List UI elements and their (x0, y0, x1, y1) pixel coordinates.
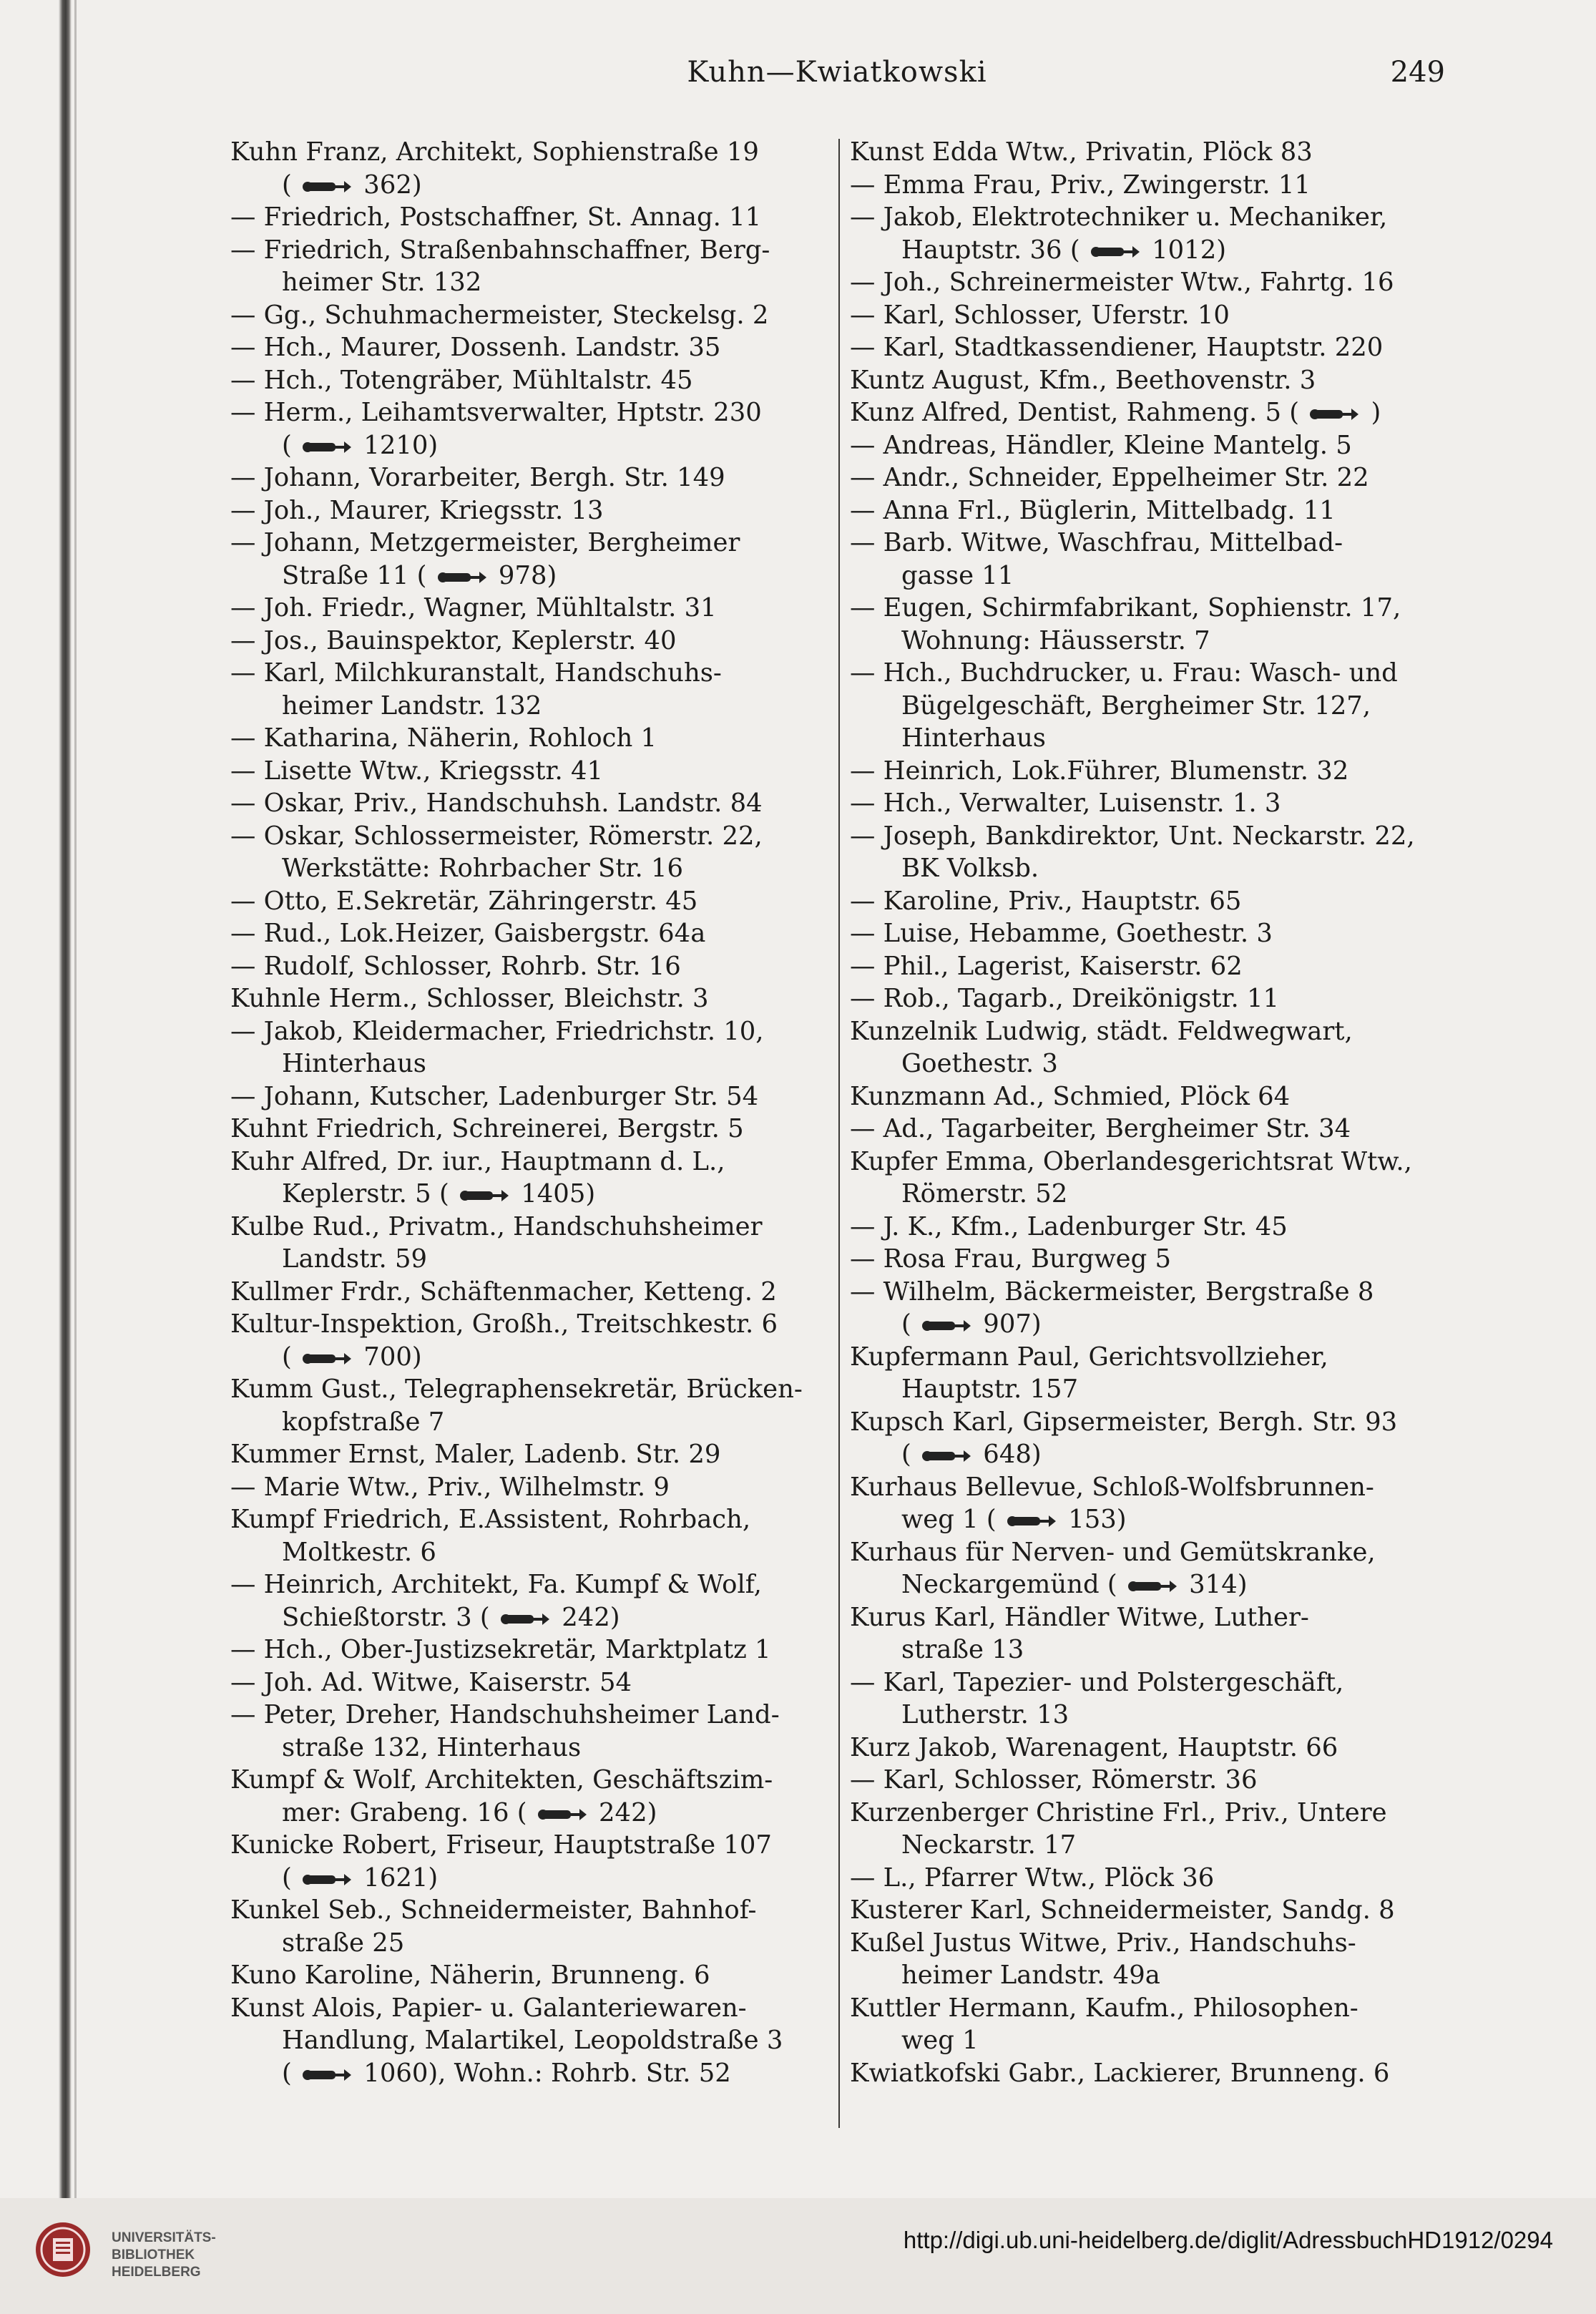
left-entry-line: Kumm Gust., Telegraphensekretär, Brücken- (230, 1375, 803, 1404)
telephone-icon (499, 1603, 551, 1622)
right-entry-line: — Anna Frl., Büglerin, Mittelbadg. 11 (850, 495, 1336, 525)
left-entry-line: Handlung, Malartikel, Leopoldstraße 3 (282, 2026, 783, 2055)
right-entry-line: — Karl, Tapezier- und Polstergeschäft, (850, 1667, 1344, 1697)
library-logo[interactable] (29, 2218, 286, 2297)
telephone-icon (301, 431, 353, 450)
left-entry-line: — Friedrich, Postschaffner, St. Annag. 11 (230, 202, 762, 232)
left-entry-line: Moltkestr. 6 (282, 1537, 436, 1567)
left-entry-line: — Rudolf, Schlosser, Rohrb. Str. 16 (230, 951, 681, 981)
right-entry-line: — Rosa Frau, Burgweg 5 (850, 1244, 1172, 1274)
right-entry-line: Kurz Jakob, Warenagent, Hauptstr. 66 (850, 1732, 1338, 1762)
left-entry-line: ( 1060), Wohn.: Rohrb. Str. 52 (282, 2058, 731, 2088)
right-entry-line: Kunz Alfred, Dentist, Rahmeng. 5 ( ) (850, 398, 1381, 427)
right-entry-line: Römerstr. 52 (901, 1179, 1068, 1209)
telephone-icon (921, 1310, 972, 1329)
left-entry-line: Kuhr Alfred, Dr. iur., Hauptmann d. L., (230, 1146, 725, 1176)
right-column (850, 136, 1440, 2118)
left-entry-line: Kunicke Robert, Friseur, Hauptstraße 107 (230, 1830, 772, 1860)
right-entry-line: weg 1 (901, 2026, 979, 2055)
right-entry-line: weg 1 ( 153) (901, 1505, 1127, 1534)
right-entry-line: — Jakob, Elektrotechniker u. Mechaniker, (850, 202, 1388, 232)
right-entry-line: — Karl, Schlosser, Uferstr. 10 (850, 300, 1230, 330)
left-entry-line: — Joh. Friedr., Wagner, Mühltalstr. 31 (230, 593, 717, 623)
right-entry-line: Neckarstr. 17 (901, 1830, 1077, 1860)
left-entry-line: — Gg., Schuhmachermeister, Steckelsg. 2 (230, 300, 769, 330)
telephone-icon (436, 562, 488, 580)
left-entry-line: Kumpf & Wolf, Architekten, Geschäftszim- (230, 1765, 773, 1795)
left-entry-line: Kuno Karoline, Näherin, Brunneng. 6 (230, 1961, 710, 1990)
left-entry-line: Kunkel Seb., Schneidermeister, Bahnhof- (230, 1895, 757, 1925)
right-entry-line: heimer Landstr. 49a (901, 1961, 1160, 1990)
left-entry-line: — Jakob, Kleidermacher, Friedrichstr. 10, (230, 1016, 764, 1046)
right-entry-line: Kuntz August, Kfm., Beethovenstr. 3 (850, 365, 1316, 395)
left-entry-line: Straße 11 ( 978) (282, 560, 557, 590)
left-entry-line: — Otto, E.Sekretär, Zähringerstr. 45 (230, 886, 698, 916)
left-entry-line: — Johann, Kutscher, Ladenburger Str. 54 (230, 1081, 759, 1111)
left-entry-line: Kummer Ernst, Maler, Ladenb. Str. 29 (230, 1440, 721, 1469)
right-entry-line: Kuttler Hermann, Kaufm., Philosophen- (850, 1993, 1358, 2023)
left-entry-line: Landstr. 59 (282, 1244, 427, 1274)
left-entry-line: — Oskar, Priv., Handschuhsh. Landstr. 84 (230, 789, 763, 818)
right-entry-line: Lutherstr. 13 (901, 1700, 1069, 1729)
right-entry-line: — Joh., Schreinermeister Wtw., Fahrtg. 16 (850, 268, 1394, 297)
right-entry-line: — Phil., Lagerist, Kaiserstr. 62 (850, 951, 1243, 981)
telephone-icon (537, 1799, 588, 1817)
left-entry-line: straße 25 (282, 1928, 405, 1958)
left-entry-line: Kuhnt Friedrich, Schreinerei, Bergstr. 5 (230, 1114, 744, 1143)
left-entry-line: Kulbe Rud., Privatm., Handschuhsheimer (230, 1211, 763, 1241)
left-entry-line: Kuhn Franz, Architekt, Sophienstraße 19 (230, 137, 759, 167)
right-entry-line: ( 648) (901, 1440, 1042, 1469)
left-entry-line: — Marie Wtw., Priv., Wilhelmstr. 9 (230, 1472, 670, 1502)
left-entry-line: — Herm., Leihamtsverwalter, Hptstr. 230 (230, 398, 762, 427)
left-entry-line: ( 1621) (282, 1863, 439, 1893)
right-entry-line: — Eugen, Schirmfabrikant, Sophienstr. 17, (850, 593, 1401, 623)
left-entry-line: — Joh. Ad. Witwe, Kaiserstr. 54 (230, 1667, 632, 1697)
left-entry-line: Kullmer Frdr., Schäftenmacher, Ketteng. 2 (230, 1276, 777, 1307)
right-entry-line: — Luise, Hebamme, Goethestr. 3 (850, 919, 1273, 948)
left-entry-line: — Johann, Metzgermeister, Bergheimer (230, 528, 740, 557)
right-entry-line: Kunst Edda Wtw., Privatin, Plöck 83 (850, 137, 1313, 167)
left-entry-line: mer: Grabeng. 16 ( 242) (282, 1797, 657, 1827)
right-entry-line: — Hch., Verwalter, Luisenstr. 1. 3 (850, 789, 1281, 818)
right-entry-line: Kupfer Emma, Oberlandesgerichtsrat Wtw., (850, 1146, 1412, 1176)
left-entry-line: Keplerstr. 5 ( 1405) (282, 1179, 596, 1209)
left-entry-line: — Katharina, Näherin, Rohloch 1 (230, 723, 657, 753)
right-entry-line: — Karl, Schlosser, Römerstr. 36 (850, 1765, 1258, 1795)
right-entry-line: Goethestr. 3 (901, 1049, 1058, 1078)
page-binding-edge (59, 0, 72, 2198)
column-divider (838, 139, 840, 2128)
telephone-icon (301, 1343, 353, 1362)
right-entry-line: — Karoline, Priv., Hauptstr. 65 (850, 886, 1242, 916)
left-entry-line: — Peter, Dreher, Handschuhsheimer Land- (230, 1700, 780, 1729)
right-entry-line: BK Volksb. (901, 854, 1039, 883)
left-entry-line: — Joh., Maurer, Kriegsstr. 13 (230, 495, 604, 525)
left-entry-line: ( 362) (282, 170, 422, 200)
right-entry-line: — Emma Frau, Priv., Zwingerstr. 11 (850, 170, 1311, 200)
left-entry-line: Schießtorstr. 3 ( 242) (282, 1602, 620, 1632)
telephone-icon (1308, 399, 1360, 417)
left-entry-line: — Hch., Totengräber, Mühltalstr. 45 (230, 365, 693, 395)
left-entry-line: ( 700) (282, 1342, 422, 1372)
telephone-icon (301, 2059, 353, 2078)
library-seal-icon (29, 2218, 100, 2290)
telephone-icon (459, 1180, 510, 1199)
right-entry-line: Kunzmann Ad., Schmied, Plöck 64 (850, 1081, 1291, 1111)
right-entry-line: — Ad., Tagarbeiter, Bergheimer Str. 34 (850, 1114, 1351, 1143)
left-entry-line: kopfstraße 7 (282, 1407, 445, 1437)
left-entry-line: straße 132, Hinterhaus (282, 1732, 582, 1762)
right-entry-line: gasse 11 (901, 560, 1014, 590)
right-entry-line: — Joseph, Bankdirektor, Unt. Neckarstr. 22, (850, 821, 1415, 851)
left-entry-line: — Hch., Maurer, Dossenh. Landstr. 35 (230, 333, 721, 362)
left-entry-line: Kuhnle Herm., Schlosser, Bleichstr. 3 (230, 984, 709, 1013)
right-entry-line: Kwiatkofski Gabr., Lackierer, Brunneng. 6 (850, 2058, 1390, 2088)
right-entry-line: Kunzelnik Ludwig, städt. Feldwegwart, (850, 1016, 1353, 1046)
left-entry-line: heimer Landstr. 132 (282, 690, 542, 721)
right-entry-line: Kupsch Karl, Gipsermeister, Bergh. Str. 93 (850, 1407, 1398, 1437)
left-entry-line: — Friedrich, Straßenbahnschaffner, Berg- (230, 235, 770, 265)
right-entry-line: Neckargemünd ( 314) (901, 1570, 1248, 1599)
left-entry-line: Hinterhaus (282, 1049, 426, 1078)
page-binding-shadow (74, 0, 77, 2198)
left-column (230, 136, 835, 2118)
left-entry-line: — Rud., Lok.Heizer, Gaisbergstr. 64a (230, 919, 706, 948)
page-header (229, 56, 1445, 99)
right-entry-line: — Wilhelm, Bäckermeister, Bergstraße 8 (850, 1276, 1374, 1307)
telephone-icon (1090, 236, 1141, 255)
telephone-icon (1006, 1505, 1057, 1524)
right-entry-line: Kußel Justus Witwe, Priv., Handschuhs- (850, 1928, 1356, 1958)
right-entry-line: — Andreas, Händler, Kleine Mantelg. 5 (850, 430, 1352, 460)
left-entry-line: Kunst Alois, Papier- u. Galanteriewaren- (230, 1993, 747, 2023)
right-entry-line: Hinterhaus (901, 723, 1046, 753)
right-entry-line: Hauptstr. 36 ( 1012) (901, 235, 1227, 265)
right-entry-line: — Heinrich, Lok.Führer, Blumenstr. 32 (850, 756, 1349, 786)
left-entry-line: — Heinrich, Architekt, Fa. Kumpf & Wolf, (230, 1570, 762, 1599)
left-entry-line: — Lisette Wtw., Kriegsstr. 41 (230, 756, 604, 786)
left-entry-line: — Johann, Vorarbeiter, Bergh. Str. 149 (230, 463, 725, 492)
running-head: Kuhn—Kwiatkowski (687, 56, 987, 89)
right-entry-line: Kusterer Karl, Schneidermeister, Sandg. 8 (850, 1895, 1395, 1925)
left-entry-line: heimer Str. 132 (282, 268, 482, 297)
telephone-icon (921, 1440, 972, 1459)
right-entry-line: — Karl, Stadtkassendiener, Hauptstr. 220 (850, 333, 1384, 362)
right-entry-line: — J. K., Kfm., Ladenburger Str. 45 (850, 1211, 1288, 1241)
library-name: UNIVERSITÄTS- BIBLIOTHEK HEIDELBERG (112, 2230, 216, 2280)
right-entry-line: Kurhaus für Nerven- und Gemütskranke, (850, 1537, 1376, 1567)
telephone-icon (301, 1864, 353, 1883)
right-entry-line: Bügelgeschäft, Bergheimer Str. 127, (901, 690, 1371, 721)
telephone-icon (301, 171, 353, 190)
right-entry-line: Wohnung: Häusserstr. 7 (901, 625, 1210, 655)
right-entry-line: straße 13 (901, 1635, 1024, 1664)
right-entry-line: ( 907) (901, 1309, 1042, 1339)
right-entry-line: Kurus Karl, Händler Witwe, Luther- (850, 1602, 1309, 1632)
right-entry-line: — Rob., Tagarb., Dreikönigstr. 11 (850, 984, 1280, 1013)
left-entry-line: — Jos., Bauinspektor, Keplerstr. 40 (230, 625, 677, 655)
left-entry-line: ( 1210) (282, 430, 439, 460)
left-entry-line: — Hch., Ober-Justizsekretär, Marktplatz 1 (230, 1635, 771, 1664)
left-entry-line: Kumpf Friedrich, E.Assistent, Rohrbach, (230, 1505, 751, 1534)
right-entry-line: — L., Pfarrer Wtw., Plöck 36 (850, 1863, 1215, 1893)
right-entry-line: — Barb. Witwe, Waschfrau, Mittelbad- (850, 528, 1343, 557)
right-entry-line: Kurhaus Bellevue, Schloß-Wolfsbrunnen- (850, 1472, 1374, 1502)
right-entry-line: Kupfermann Paul, Gerichtsvollzieher, (850, 1342, 1328, 1372)
right-entry-line: — Hch., Buchdrucker, u. Frau: Wasch- und (850, 658, 1398, 688)
right-entry-line: Kurzenberger Christine Frl., Priv., Untere (850, 1797, 1387, 1827)
telephone-icon (1127, 1571, 1178, 1589)
source-url-link[interactable]: http://digi.ub.uni-heidelberg.de/diglit/AdressbuchHD1912/0294 (903, 2227, 1553, 2253)
right-entry-line: — Andr., Schneider, Eppelheimer Str. 22 (850, 463, 1369, 492)
page-number: 249 (1390, 56, 1445, 89)
left-entry-line: — Karl, Milchkuranstalt, Handschuhs- (230, 658, 722, 688)
left-entry-line: — Oskar, Schlossermeister, Römerstr. 22, (230, 821, 763, 851)
right-entry-line: Hauptstr. 157 (901, 1375, 1079, 1404)
left-entry-line: Kultur-Inspektion, Großh., Treitschkestr. 6 (230, 1309, 778, 1339)
left-entry-line: Werkstätte: Rohrbacher Str. 16 (282, 854, 684, 883)
footer-bar (0, 2198, 1596, 2314)
